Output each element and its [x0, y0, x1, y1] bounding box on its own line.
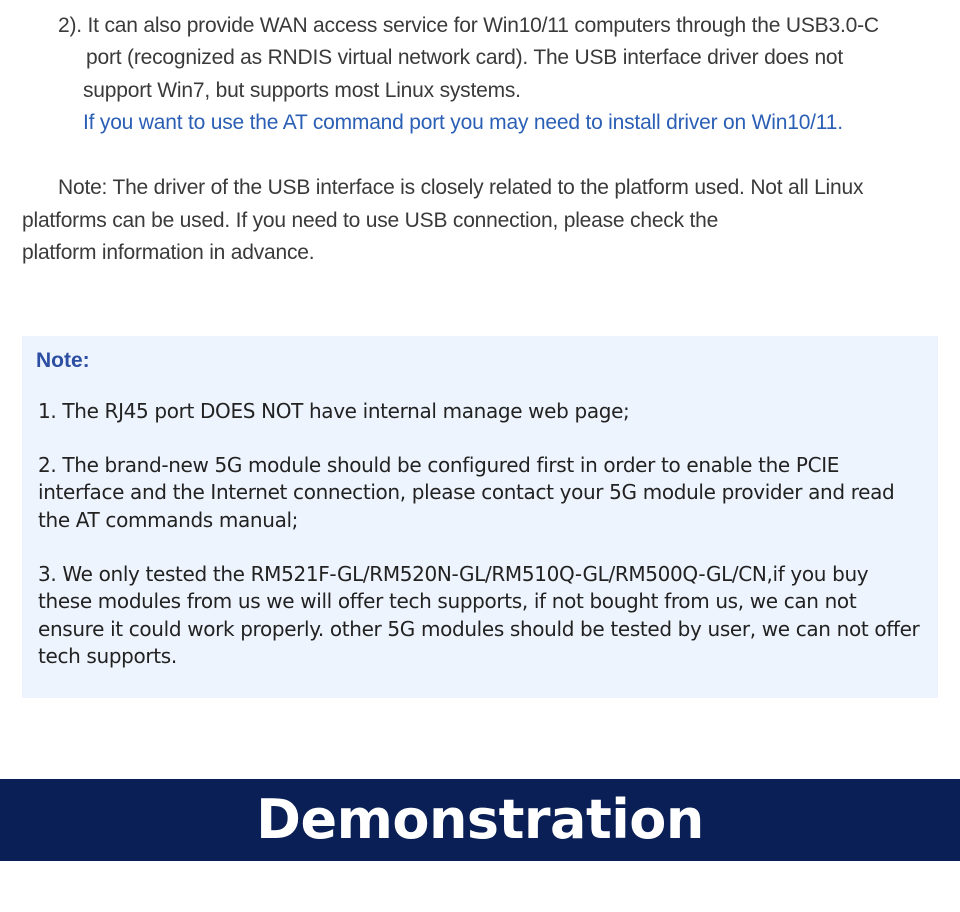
- intro-line-3: support Win7, but supports most Linux systems.: [83, 79, 521, 102]
- driver-note-line-1: Note: The driver of the USB interface is closely related to the platform used. Not all Linux: [58, 176, 864, 199]
- intro-driver-hint: If you want to use the AT command port you may need to install driver on Win10/11.: [83, 111, 843, 134]
- driver-note-line-3: platform information in advance.: [22, 241, 315, 264]
- note-box: [22, 336, 938, 698]
- note-item-3-line-4: tech supports.: [38, 644, 177, 668]
- driver-note-line-2: platforms can be used. If you need to use USB connection, please check the: [22, 209, 719, 232]
- intro-line-2: port (recognized as RNDIS virtual network card). The USB interface driver does not: [86, 46, 844, 69]
- note-item-2-line-2: interface and the Internet connection, please contact your 5G module provider and read: [38, 480, 895, 504]
- demonstration-banner: [0, 779, 960, 861]
- note-item-3-line-2: these modules from us we will offer tech supports, if not bought from us, we can not: [38, 589, 857, 613]
- intro-line-1: 2). It can also provide WAN access service for Win10/11 computers through the USB3.0-C: [58, 14, 879, 37]
- note-item-3-line-1: 3. We only tested the RM521F-GL/RM520N-GL/RM510Q-GL/RM500Q-GL/CN,if you buy: [38, 562, 869, 586]
- note-item-2-line-3: the AT commands manual;: [38, 508, 299, 532]
- banner-title: Demonstration: [256, 788, 704, 851]
- note-item-2-line-1: 2. The brand-new 5G module should be configured first in order to enable the PCIE: [38, 453, 840, 477]
- note-item-3-line-3: ensure it could work properly. other 5G modules should be tested by user, we can not offer: [38, 617, 920, 641]
- note-item-1: 1. The RJ45 port DOES NOT have internal manage web page;: [38, 399, 630, 423]
- note-title: Note:: [36, 349, 90, 372]
